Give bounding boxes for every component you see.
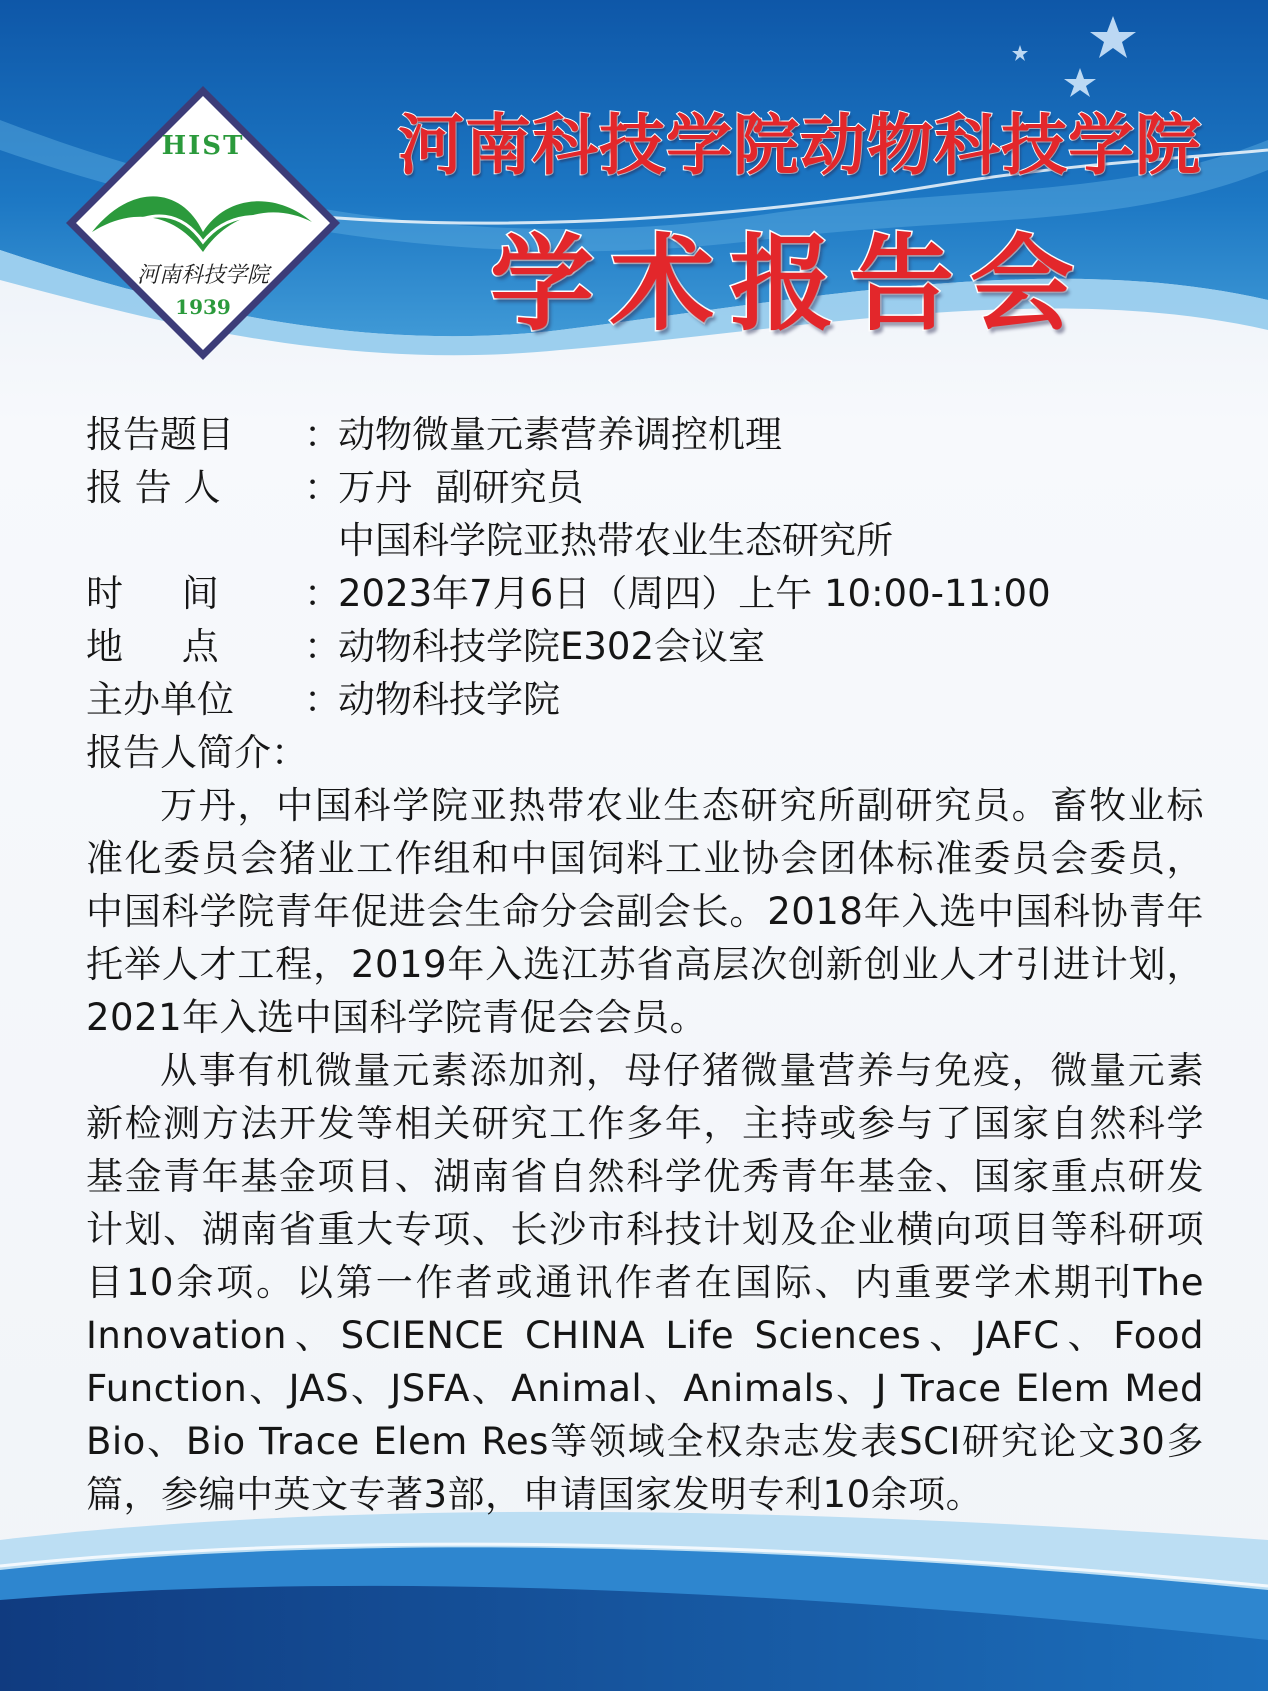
info-colon: ： [304, 413, 341, 456]
info-bio-heading [86, 726, 1204, 779]
info-colon: ： [304, 678, 341, 721]
info-label: 地 点 [86, 625, 219, 668]
info-value: 动物科技学院E302会议室 [338, 625, 765, 668]
info-label: 主办单位 [86, 678, 234, 721]
info-label: 报 告 人 [86, 466, 221, 509]
info-value: 2023年7月6日（周四）上午 10:00-11:00 [338, 572, 1051, 615]
info-colon: ： [304, 572, 341, 615]
info-value: 万丹 副研究员 [338, 466, 584, 509]
title-line-1: 河南科技学院动物科技学院 [398, 107, 1202, 184]
info-affiliation [86, 514, 1204, 567]
report-content [86, 408, 1204, 1521]
info-time [86, 567, 1204, 620]
title-line-2: 学术报告会 [489, 223, 1090, 345]
info-location [86, 620, 1204, 673]
info-topic [86, 408, 1204, 461]
info-label [86, 514, 304, 567]
logo-abbr: HIST [161, 131, 245, 161]
info-colon: ： [304, 625, 341, 668]
logo-year: 1939 [175, 295, 231, 319]
info-value: 动物微量元素营养调控机理 [338, 413, 782, 456]
info-value: 中国科学院亚热带农业生态研究所 [338, 519, 893, 562]
info-value: 动物科技学院 [338, 678, 560, 721]
info-colon [304, 514, 338, 567]
info-colon: ： [304, 466, 341, 509]
bio-paragraph-2: 从事有机微量元素添加剂，母仔猪微量营养与免疫，微量元素新检测方法开发等相关研究工作多年，主持或参与了国家自然科学基金青年基金项目、湖南省自然科学优秀青年基金、国家重点研发计划、湖南省重大专项、长沙市科技计划及企业横向项目等科研项目10余项。以第一作者或通讯作者在国际、内重要学术期刊The Innovation、SCIENCE CHINA Life Sciences、JAFC、Food Function、JAS、JSFA、Animal、Animals、J Trace Elem Med Bio、Bio Trace Elem Res等领域全权杂志发表SCI研究论文30多篇，参编中英文专著3部，申请国家发明专利10余项。 [86, 1049, 1204, 1516]
logo-calligraphy: 河南科技学院 [136, 263, 270, 288]
info-label: 报告人简介 [86, 731, 271, 774]
info-label: 时 间 [86, 572, 219, 615]
info-label: 报告题目 [86, 413, 234, 456]
info-host [86, 673, 1204, 726]
info-speaker [86, 461, 1204, 514]
school-logo [62, 82, 344, 364]
info-colon: ： [271, 731, 308, 774]
bio-paragraph-1: 万丹，中国科学院亚热带农业生态研究所副研究员。畜牧业标准化委员会猪业工作组和中国饲料工业协会团体标准委员会委员，中国科学院青年促进会生命分会副会长。2018年入选中国科协青年托举人才工程，2019年入选江苏省高层次创新创业人才引进计划，2021年入选中国科学院青促会会员。 [86, 784, 1204, 1039]
